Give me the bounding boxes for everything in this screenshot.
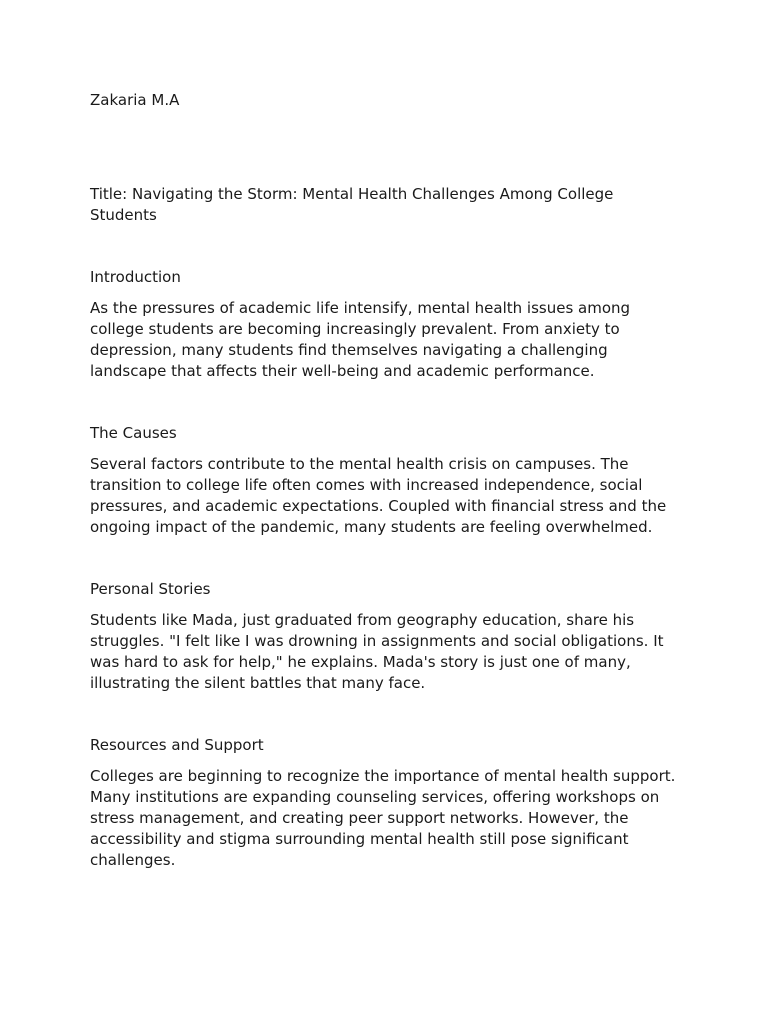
section-paragraph: As the pressures of academic life intensify, mental health issues among college students are becoming increasingly prevalent. From anxiety to depression, many students find themselves navigating a challenging landscape that affects their well-being and academic performance. <box>90 299 631 380</box>
author-name: Zakaria M.A <box>90 91 180 109</box>
section-causes <box>90 423 680 538</box>
section-personal-stories <box>90 579 680 694</box>
section-heading: The Causes <box>90 424 177 442</box>
section-paragraph: Several factors contribute to the mental health crisis on campuses. The transition to college life often comes with increased independence, social pressures, and academic expectations. Coupled with financial stress and the ongoing impact of the pandemic, many students are feeling overwhelmed. <box>90 455 667 536</box>
section-heading: Introduction <box>90 268 181 286</box>
section-paragraph: Students like Mada, just graduated from geography education, share his struggles. "I felt like I was drowning in assignments and social obligations. It was hard to ask for help," he explains. Mada's story is just one of many, illustrating the silent battles that many face. <box>90 611 664 692</box>
section-introduction <box>90 267 680 382</box>
section-heading: Personal Stories <box>90 580 211 598</box>
document-title: Title: Navigating the Storm: Mental Health Challenges Among College Students <box>90 185 614 224</box>
document-page <box>90 90 680 871</box>
section-paragraph: Colleges are beginning to recognize the importance of mental health support. Many institutions are expanding counseling services, offering workshops on stress management, and creating peer support networks. However, the accessibility and stigma surrounding mental health still pose significant challenges. <box>90 767 676 869</box>
section-resources-support <box>90 735 680 871</box>
section-heading: Resources and Support <box>90 736 264 754</box>
